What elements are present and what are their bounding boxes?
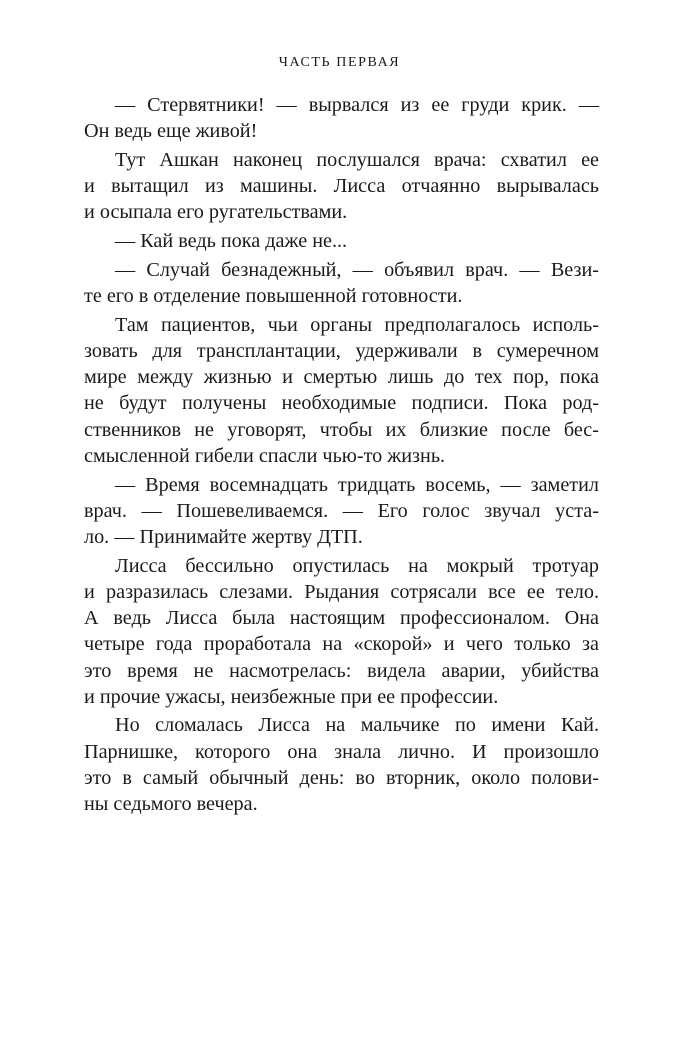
text-line: ственников не уговорят, чтобы их близкие после бес- [84, 418, 599, 441]
text-line: те его в отделение повышенной готовности. [84, 285, 463, 308]
text-line: не будут получены необходимые подписи. Пока род- [84, 392, 599, 415]
text-line: — Стервятники! — вырвался из ее груди крик. — [115, 94, 599, 116]
text-line: мире между жизнью и смертью лишь до тех пор, пока [84, 366, 599, 389]
text-line: ны седьмого вечера. [84, 793, 258, 816]
text-line: Парнишке, которого она знала лично. И произошло [84, 740, 599, 763]
text-line: смысленной гибели спасли чью-то жизнь. [84, 444, 446, 467]
text-line: врач. — Пошевеливаемся. — Его голос звучал уста- [84, 499, 599, 522]
text-line: Но сломалась Лисса на мальчике по имени Кай. [115, 714, 599, 737]
text-line: зовать для трансплантации, удерживали в сумеречном [84, 340, 599, 363]
text-line: четыре года проработала на «скорой» и чего только за [84, 633, 599, 656]
text-line: Там пациентов, чьи органы предполагалось исполь- [115, 313, 599, 336]
text-line: А ведь Лисса была настоящим профессионалом. Она [84, 607, 599, 630]
text-line: — Случай безнадежный, — объявил врач. — Вези- [115, 258, 599, 281]
text-line: — Кай ведь пока даже не... [115, 230, 348, 253]
text-line: это время не насмотрелась: видела аварии, убийства [84, 659, 599, 682]
text-line: — Время восемнадцать тридцать восемь, — заметил [115, 473, 599, 496]
text-line: Лисса бессильно опустилась на мокрый тротуар [115, 554, 599, 577]
running-head: ЧАСТЬ ПЕРВАЯ [278, 55, 401, 70]
text-line: Тут Ашкан наконец послушался врача: схватил ее [115, 148, 599, 171]
text-line: и осыпала его ругательствами. [84, 201, 348, 224]
text-line: это в самый обычный день: во вторник, около полови- [84, 766, 599, 789]
text-line: ло. — Принимайте жертву ДТП. [84, 525, 363, 548]
body-text [84, 92, 599, 817]
text-line: и вытащил из машины. Лисса отчаянно вырывалась [84, 175, 599, 198]
text-line: и разразилась слезами. Рыдания сотрясали все ее тело. [84, 580, 599, 603]
text-line: Он ведь еще живой! [84, 120, 258, 143]
text-line: и прочие ужасы, неизбежные при ее профессии. [84, 685, 499, 708]
